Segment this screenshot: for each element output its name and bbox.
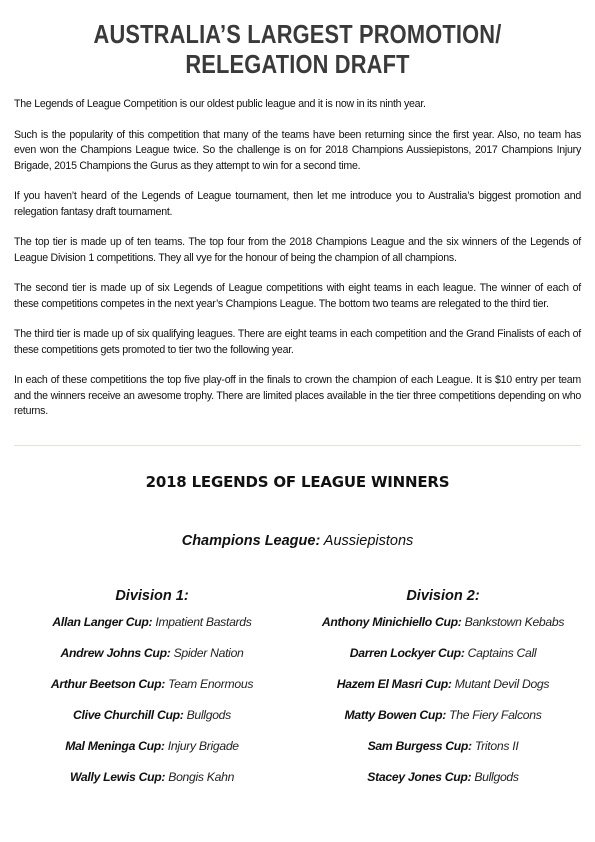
cup-name: Matty Bowen Cup: bbox=[344, 708, 446, 722]
cup-name: Mal Meninga Cup: bbox=[65, 739, 165, 753]
list-item bbox=[12, 615, 292, 630]
division-2-list bbox=[303, 615, 583, 785]
page-title bbox=[59, 19, 535, 79]
division-1-column bbox=[12, 586, 292, 801]
paragraph: If you haven’t heard of the Legends of League tournament, then let me introduce you to Australia’s biggest promotion and relegation fantasy draft tournament. bbox=[14, 190, 581, 218]
team-name: Spider Nation bbox=[173, 646, 244, 660]
cup-name: Stacey Jones Cup: bbox=[367, 770, 472, 784]
cup-name: Allan Langer Cup: bbox=[52, 615, 153, 629]
cup-name: Sam Burgess Cup: bbox=[367, 739, 472, 753]
paragraph: The second tier is made up of six Legends of League competitions with eight teams in each league. The winner of each of these competitions competes in the next year’s Champions League. The bottom two teams are relegated to the third tier. bbox=[14, 282, 581, 310]
cup-name: Arthur Beetson Cup: bbox=[50, 677, 165, 691]
list-item bbox=[12, 646, 292, 661]
list-item bbox=[303, 770, 583, 785]
title-line-1: AUSTRALIA’S LARGEST PROMOTION/ bbox=[93, 19, 502, 49]
list-item bbox=[12, 677, 292, 692]
cup-name: Clive Churchill Cup: bbox=[73, 708, 184, 722]
team-name: Mutant Devil Dogs bbox=[454, 677, 550, 691]
paragraph: The third tier is made up of six qualifying leagues. There are eight teams in each competition and the Grand Finalists of each of these competitions gets promoted to tier two the following year. bbox=[14, 328, 581, 356]
list-item bbox=[12, 708, 292, 723]
team-name: The Fiery Falcons bbox=[449, 708, 542, 722]
team-name: Tritons II bbox=[474, 739, 519, 753]
division-1-list bbox=[12, 615, 292, 785]
division-2-column bbox=[303, 586, 583, 801]
section-divider bbox=[14, 445, 581, 446]
champions-value: Aussiepistons bbox=[323, 533, 414, 549]
team-name: Bullgods bbox=[474, 770, 519, 784]
team-name: Bullgods bbox=[186, 708, 231, 722]
division-2-heading: Division 2: bbox=[406, 588, 480, 604]
paragraph: Such is the popularity of this competition that many of the teams have been returning since the first year. Also, no team has even won the Champions League twice. So the challenge is on for 2018 Champions Aussiepistons, 2017 Champions Injury Brigade, 2015 Champions the Gurus as they attempt to win for a second time. bbox=[14, 128, 581, 172]
article-body bbox=[14, 97, 581, 435]
team-name: Bongis Kahn bbox=[168, 770, 235, 784]
team-name: Captains Call bbox=[467, 646, 537, 660]
cup-name: Darren Lockyer Cup: bbox=[349, 646, 465, 660]
list-item bbox=[303, 708, 583, 723]
division-1-heading: Division 1: bbox=[115, 588, 189, 604]
list-item bbox=[303, 615, 583, 630]
list-item bbox=[12, 739, 292, 754]
cup-name: Andrew Johns Cup: bbox=[60, 646, 171, 660]
cup-name: Wally Lewis Cup: bbox=[69, 770, 166, 784]
list-item bbox=[12, 770, 292, 785]
team-name: Impatient Bastards bbox=[155, 615, 252, 629]
list-item bbox=[303, 646, 583, 661]
cup-name: Anthony Minichiello Cup: bbox=[321, 615, 462, 629]
paragraph: In each of these competitions the top five play-off in the finals to crown the champion of each League. It is $10 entry per team and the winners receive an awesome trophy. There are limited places available in the tier three competitions depending on who returns. bbox=[14, 374, 581, 417]
title-line-2: RELEGATION DRAFT bbox=[185, 49, 410, 79]
team-name: Team Enormous bbox=[168, 677, 254, 691]
winners-title: 2018 LEGENDS OF LEAGUE WINNERS bbox=[145, 473, 450, 491]
team-name: Injury Brigade bbox=[167, 739, 239, 753]
cup-name: Hazem El Masri Cup: bbox=[336, 677, 452, 691]
team-name: Bankstown Kebabs bbox=[464, 615, 565, 629]
paragraph: The Legends of League Competition is our oldest public league and it is now in its ninth year. bbox=[14, 98, 426, 110]
champions-league-line bbox=[14, 531, 581, 551]
paragraph: The top tier is made up of ten teams. The top four from the 2018 Champions League and the six winners of the Legends of League Division 1 competitions. They all vye for the honour of being the champion of all champions. bbox=[14, 236, 581, 264]
list-item bbox=[303, 677, 583, 692]
list-item bbox=[303, 739, 583, 754]
champions-label: Champions League: bbox=[181, 533, 321, 549]
